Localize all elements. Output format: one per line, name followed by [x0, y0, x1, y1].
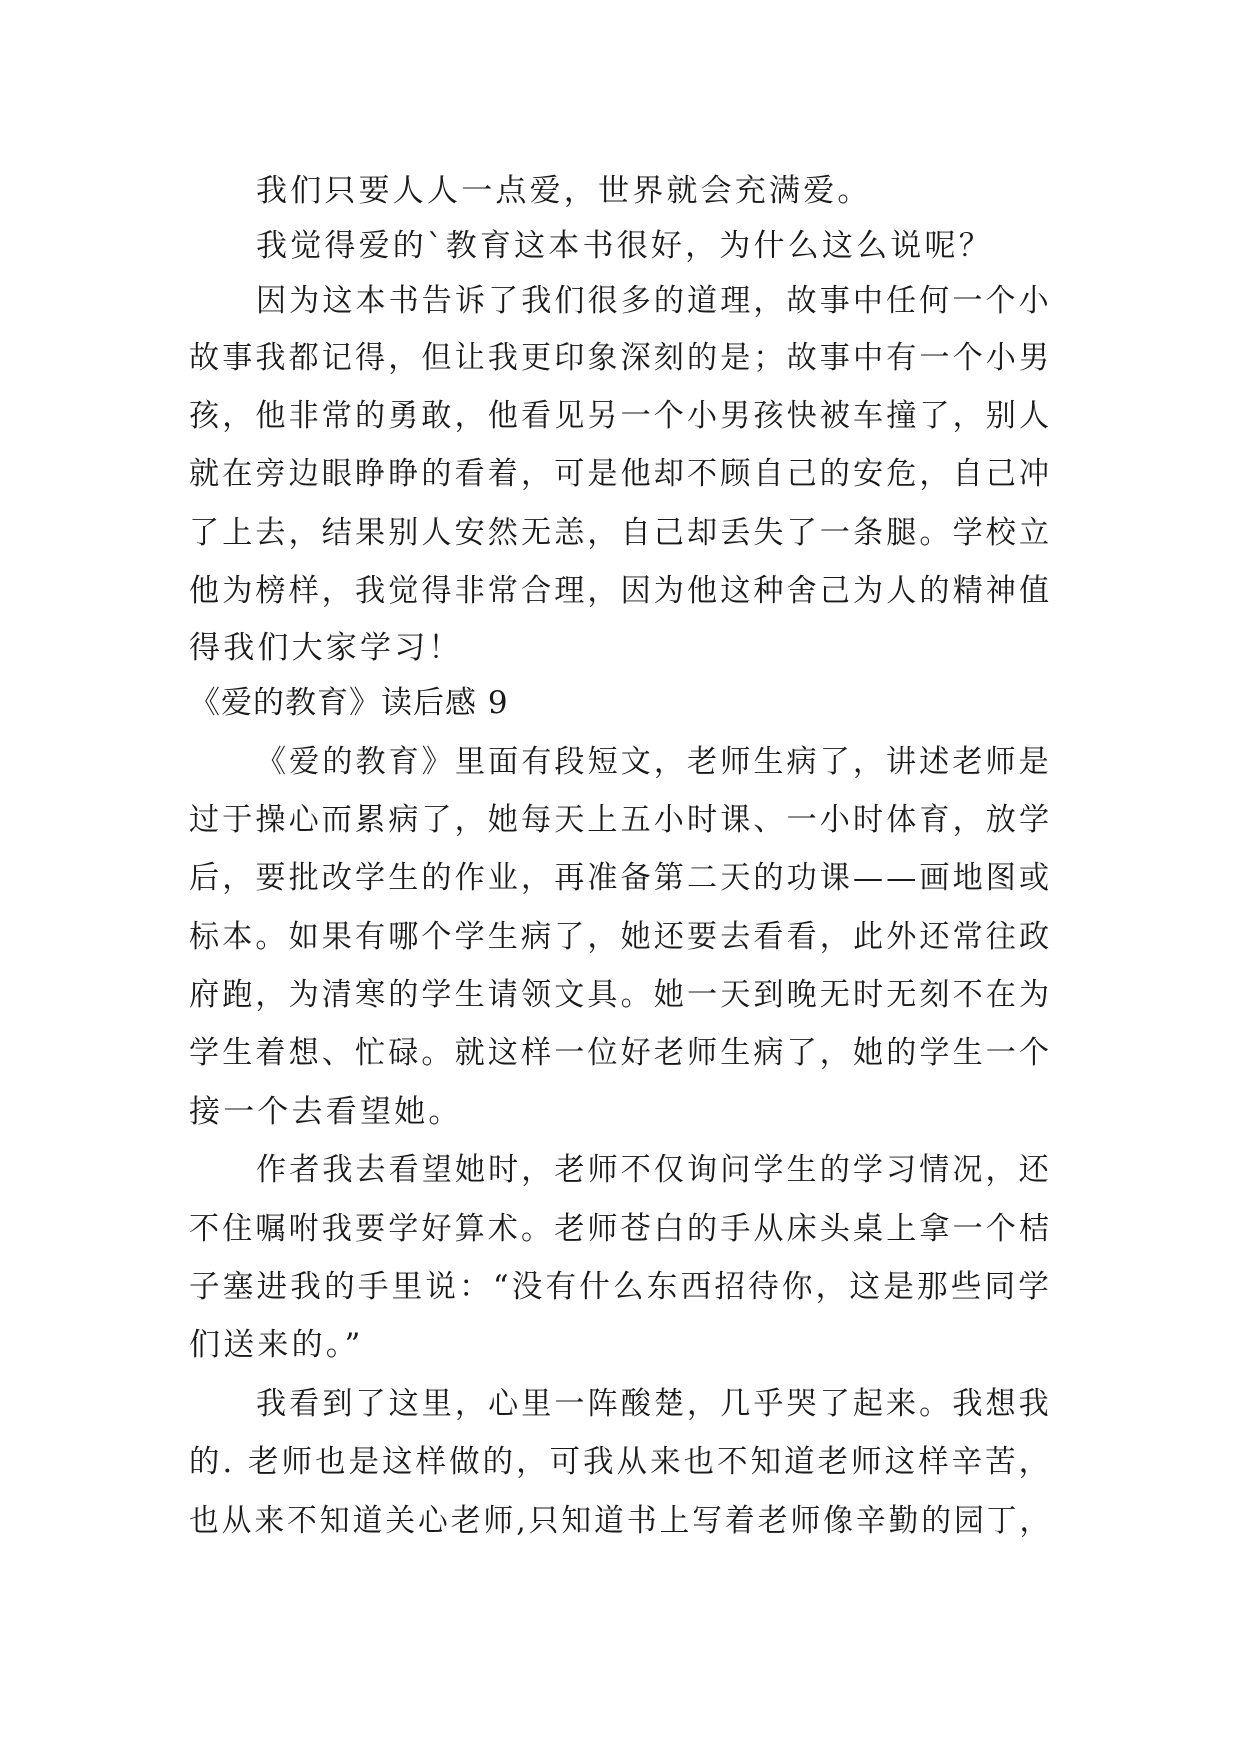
text-line: 子塞进我的手里说：“没有什么东西招待你，这是那些同学	[189, 1269, 1053, 1305]
text-line: 因为这本书告诉了我们很多的道理，故事中任何一个小	[256, 283, 1052, 319]
text-line: 们送来的。”	[189, 1327, 364, 1363]
text-line: 得我们大家学习！	[189, 630, 463, 666]
text-line: 也从来不知道关心老师,只知道书上写着老师像辛勤的园丁，	[189, 1503, 1053, 1539]
text-line: 就在旁边眼睁睁的看着，可是他却不顾自己的安危，自己冲	[189, 456, 1053, 492]
text-line: 我们只要人人一点爱，世界就会充满爱。	[256, 173, 872, 209]
text-line: 接一个去看望她。	[189, 1094, 463, 1130]
text-line: 标本。如果有哪个学生病了，她还要去看看，此外还常往政	[189, 919, 1053, 955]
text-line: 《爱的教育》里面有段短文，老师生病了，讲述老师是	[256, 744, 1052, 780]
text-line: 学生着想、忙碌。就这样一位好老师生病了，她的学生一个	[189, 1035, 1053, 1071]
section-heading: 《爱的教育》读后感 9	[189, 685, 509, 721]
text-line: 孩，他非常的勇敢，他看见另一个小男孩快被车撞了，别人	[189, 398, 1053, 434]
text-line: 过于操心而累病了，她每天上五小时课、一小时体育，放学	[189, 802, 1053, 838]
text-line: 作者我去看望她时，老师不仅询问学生的学习情况，还	[256, 1152, 1052, 1188]
text-line: 我看到了这里，心里一阵酸楚，几乎哭了起来。我想我	[256, 1386, 1052, 1422]
text-line: 他为榜样，我觉得非常合理，因为他这种舍己为人的精神值	[189, 573, 1053, 609]
text-line: 故事我都记得，但让我更印象深刻的是；故事中有一个小男	[189, 340, 1053, 376]
text-line: 的. 老师也是这样做的，可我从来也不知道老师这样辛苦，	[189, 1444, 1053, 1480]
text-line: 后，要批改学生的作业，再准备第二天的功课——画地图或	[189, 860, 1053, 896]
text-line: 府跑，为清寒的学生请领文具。她一天到晚无时无刻不在为	[189, 977, 1053, 1013]
text-line: 我觉得爱的`教育这本书很好，为什么这么说呢？	[256, 228, 993, 264]
text-line: 不住嘱咐我要学好算术。老师苍白的手从床头桌上拿一个桔	[189, 1211, 1053, 1247]
text-line: 了上去，结果别人安然无恙，自己却丢失了一条腿。学校立	[189, 515, 1053, 551]
